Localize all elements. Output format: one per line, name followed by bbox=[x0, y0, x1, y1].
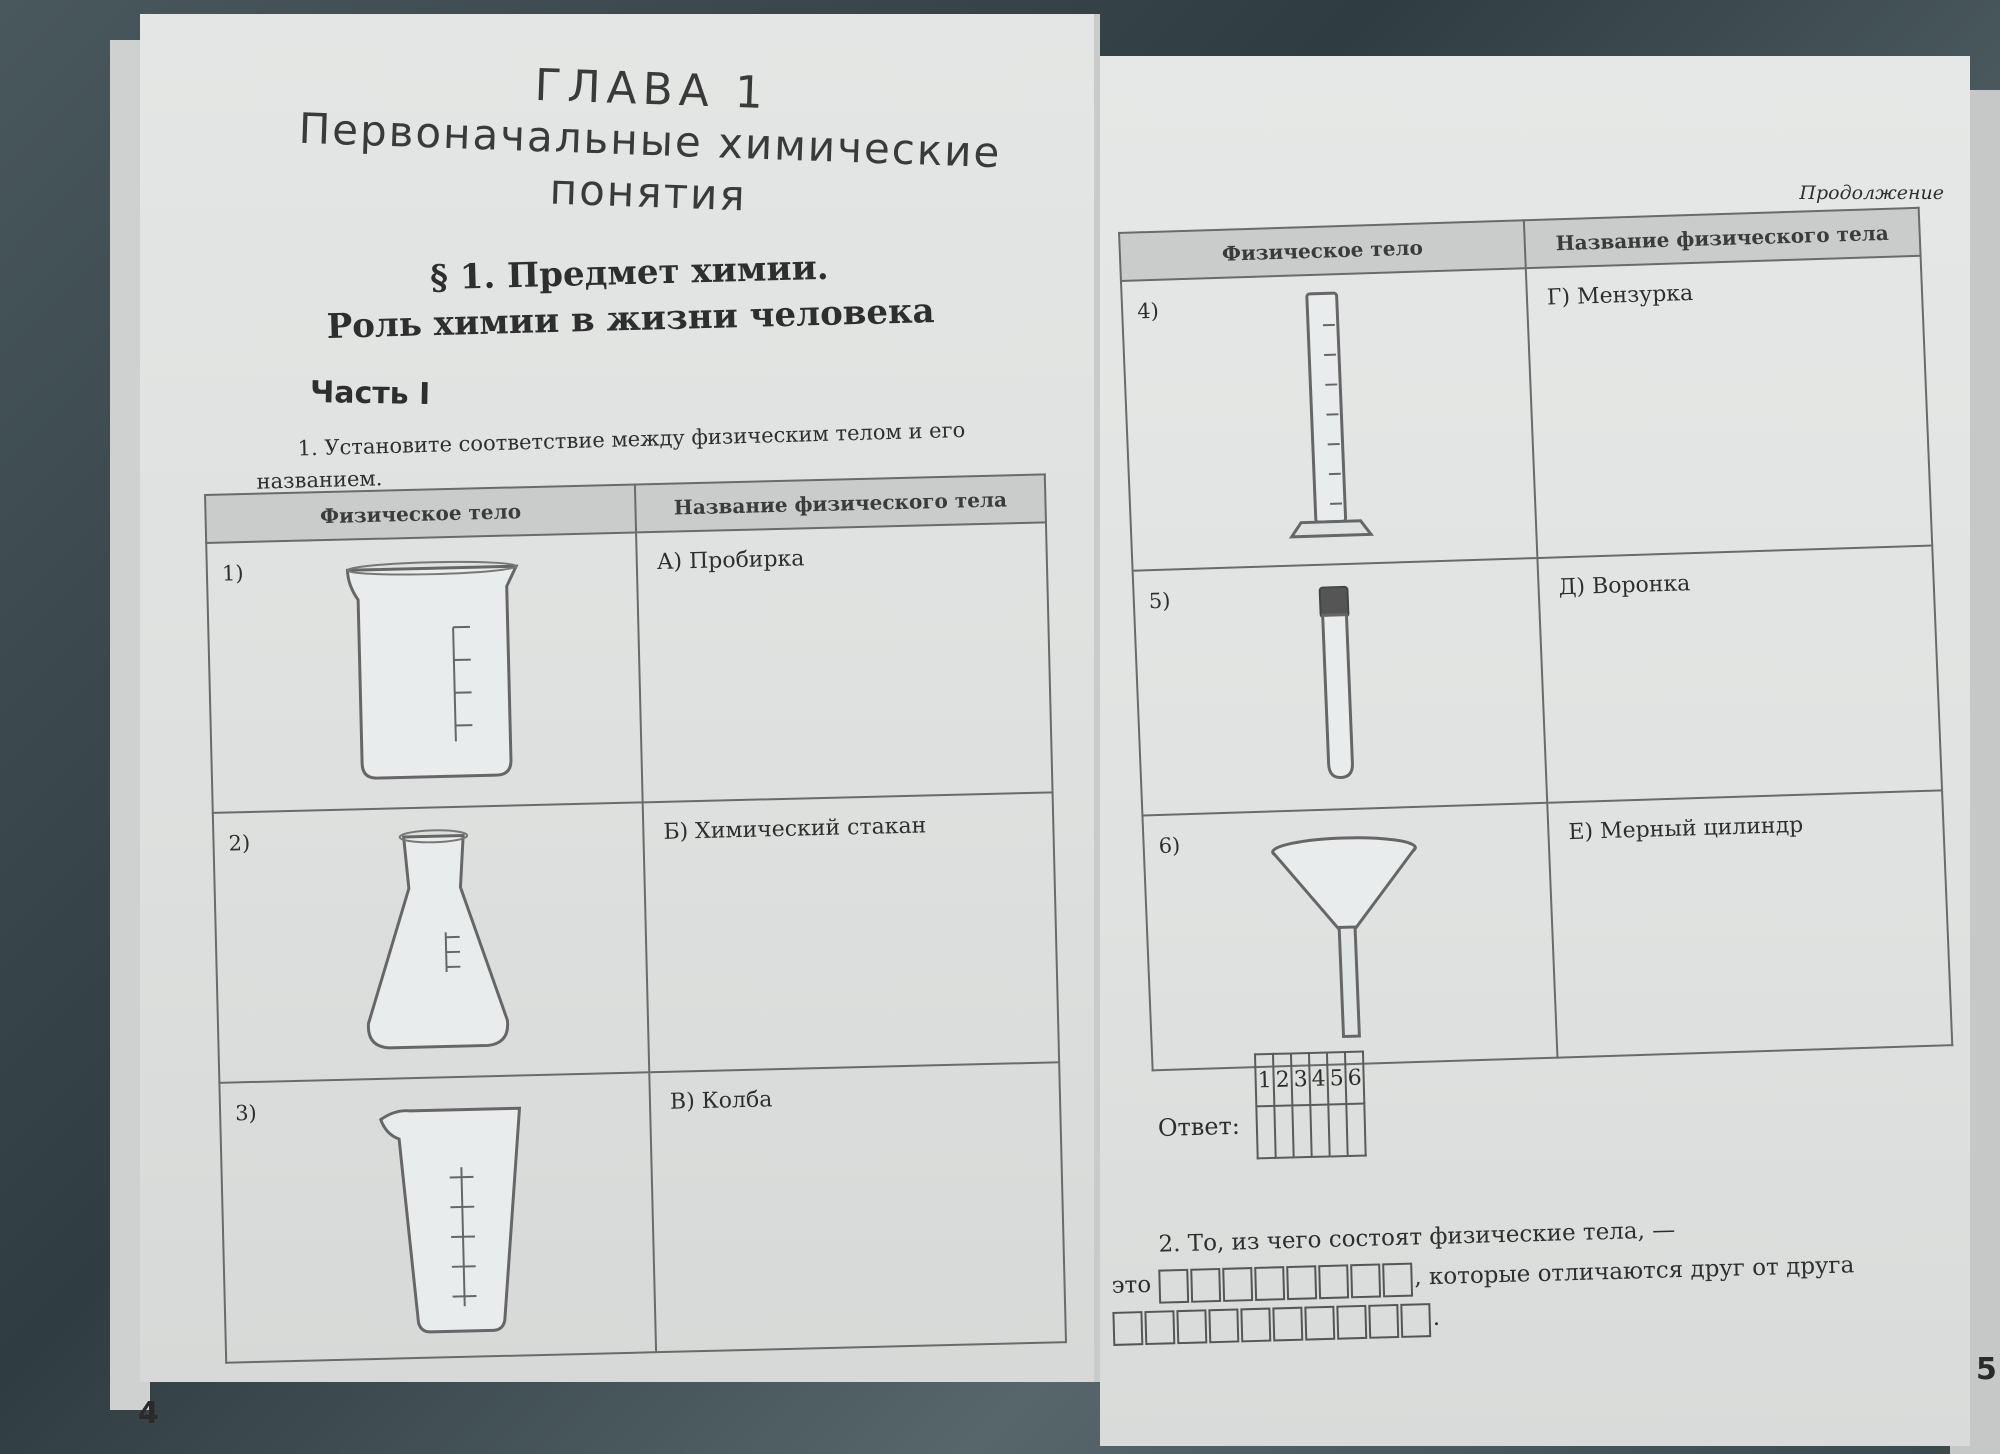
task-2-line1: 2. То, из чего состоят физические тела, — bbox=[1158, 1217, 1676, 1258]
left-page bbox=[140, 14, 1100, 1382]
task-2-word: это bbox=[1111, 1271, 1152, 1299]
measuring-beaker-icon bbox=[220, 1073, 655, 1361]
test-tube-icon bbox=[1134, 559, 1547, 814]
matching-table-right bbox=[1118, 207, 1953, 1072]
task-2 bbox=[1110, 1203, 1933, 1348]
answer-cell[interactable] bbox=[1328, 1104, 1347, 1156]
chapter-heading bbox=[248, 50, 1053, 233]
task-1-text: 1. Установите соответствие между физическим телом и его названием. bbox=[256, 417, 966, 494]
table-header-name: Название физического тела bbox=[635, 474, 1046, 532]
row-number: 6) bbox=[1158, 833, 1181, 859]
answer-table bbox=[1254, 1051, 1367, 1160]
page-number-left: 4 bbox=[138, 1396, 159, 1431]
item-name: Б) Химический стакан bbox=[663, 813, 927, 845]
task-2-end: . bbox=[1432, 1304, 1441, 1332]
answer-column-header: 4 bbox=[1309, 1053, 1328, 1105]
part-heading: Часть I bbox=[309, 374, 431, 413]
body-cell bbox=[206, 532, 642, 812]
item-name: Е) Мерный цилиндр bbox=[1567, 812, 1804, 846]
table-header-body: Физическое тело bbox=[205, 484, 636, 542]
body-cell bbox=[219, 1072, 656, 1362]
table-header-name: Название физического тела bbox=[1524, 208, 1921, 268]
name-cell bbox=[1547, 790, 1952, 1057]
beaker-icon bbox=[207, 533, 641, 811]
matching-table-left bbox=[204, 473, 1067, 1363]
answer-cell[interactable] bbox=[1292, 1105, 1311, 1157]
page-number-right: 5 bbox=[1976, 1352, 1997, 1387]
funnel-icon bbox=[1143, 804, 1556, 1069]
continued-label: Продолжение bbox=[1799, 182, 1944, 204]
task-2-middle: , которые отличаются друг от друга bbox=[1413, 1252, 1855, 1291]
row-number: 1) bbox=[221, 561, 244, 586]
section-heading bbox=[269, 241, 991, 352]
answer-column-header: 5 bbox=[1327, 1052, 1346, 1104]
letter-boxes-word2[interactable] bbox=[1112, 1299, 1433, 1348]
chapter-title-line2: понятия bbox=[548, 164, 748, 221]
table-header-body: Физическое тело bbox=[1119, 220, 1526, 281]
answer-cell[interactable] bbox=[1256, 1106, 1275, 1158]
item-name: В) Колба bbox=[669, 1087, 773, 1115]
answer-column-header: 2 bbox=[1273, 1053, 1292, 1105]
answer-cell[interactable] bbox=[1310, 1105, 1329, 1157]
graduated-cylinder-icon bbox=[1122, 269, 1536, 569]
right-page bbox=[1100, 56, 1970, 1446]
row-number: 2) bbox=[228, 830, 251, 856]
body-cell bbox=[213, 802, 649, 1082]
name-cell bbox=[643, 792, 1059, 1072]
row-number: 3) bbox=[234, 1100, 257, 1126]
chapter-number: ГЛАВА 1 bbox=[533, 59, 770, 120]
name-cell bbox=[636, 522, 1052, 802]
row-number: 4) bbox=[1136, 298, 1160, 324]
answer-label: Ответ: bbox=[1157, 1111, 1241, 1142]
answer-cell[interactable] bbox=[1274, 1105, 1293, 1157]
section-title-line1: § 1. Предмет химии. bbox=[429, 247, 830, 299]
table-row bbox=[1142, 790, 1952, 1070]
conical-flask-icon bbox=[214, 803, 648, 1081]
table-row bbox=[206, 522, 1052, 812]
answer-column-header: 3 bbox=[1291, 1053, 1310, 1105]
answer-cell[interactable] bbox=[1346, 1104, 1365, 1156]
row-number: 5) bbox=[1148, 588, 1171, 614]
item-name: Г) Мензурка bbox=[1546, 280, 1694, 311]
name-cell bbox=[649, 1062, 1066, 1352]
body-cell bbox=[1142, 803, 1557, 1071]
answer-column-header: 1 bbox=[1255, 1054, 1274, 1106]
name-cell bbox=[1537, 546, 1942, 803]
item-name: А) Пробирка bbox=[656, 546, 805, 575]
chapter-title-line1: Первоначальные химические bbox=[297, 103, 1003, 178]
table-row bbox=[1121, 256, 1932, 571]
name-cell bbox=[1526, 256, 1932, 558]
answer-column-header: 6 bbox=[1345, 1052, 1364, 1104]
item-name: Д) Воронка bbox=[1558, 571, 1691, 601]
table-row bbox=[1133, 546, 1942, 816]
section-title-line2: Роль химии в жизни человека bbox=[326, 291, 936, 347]
body-cell bbox=[1133, 558, 1548, 816]
body-cell bbox=[1121, 268, 1537, 570]
table-row bbox=[213, 792, 1059, 1082]
table-row bbox=[219, 1062, 1066, 1362]
